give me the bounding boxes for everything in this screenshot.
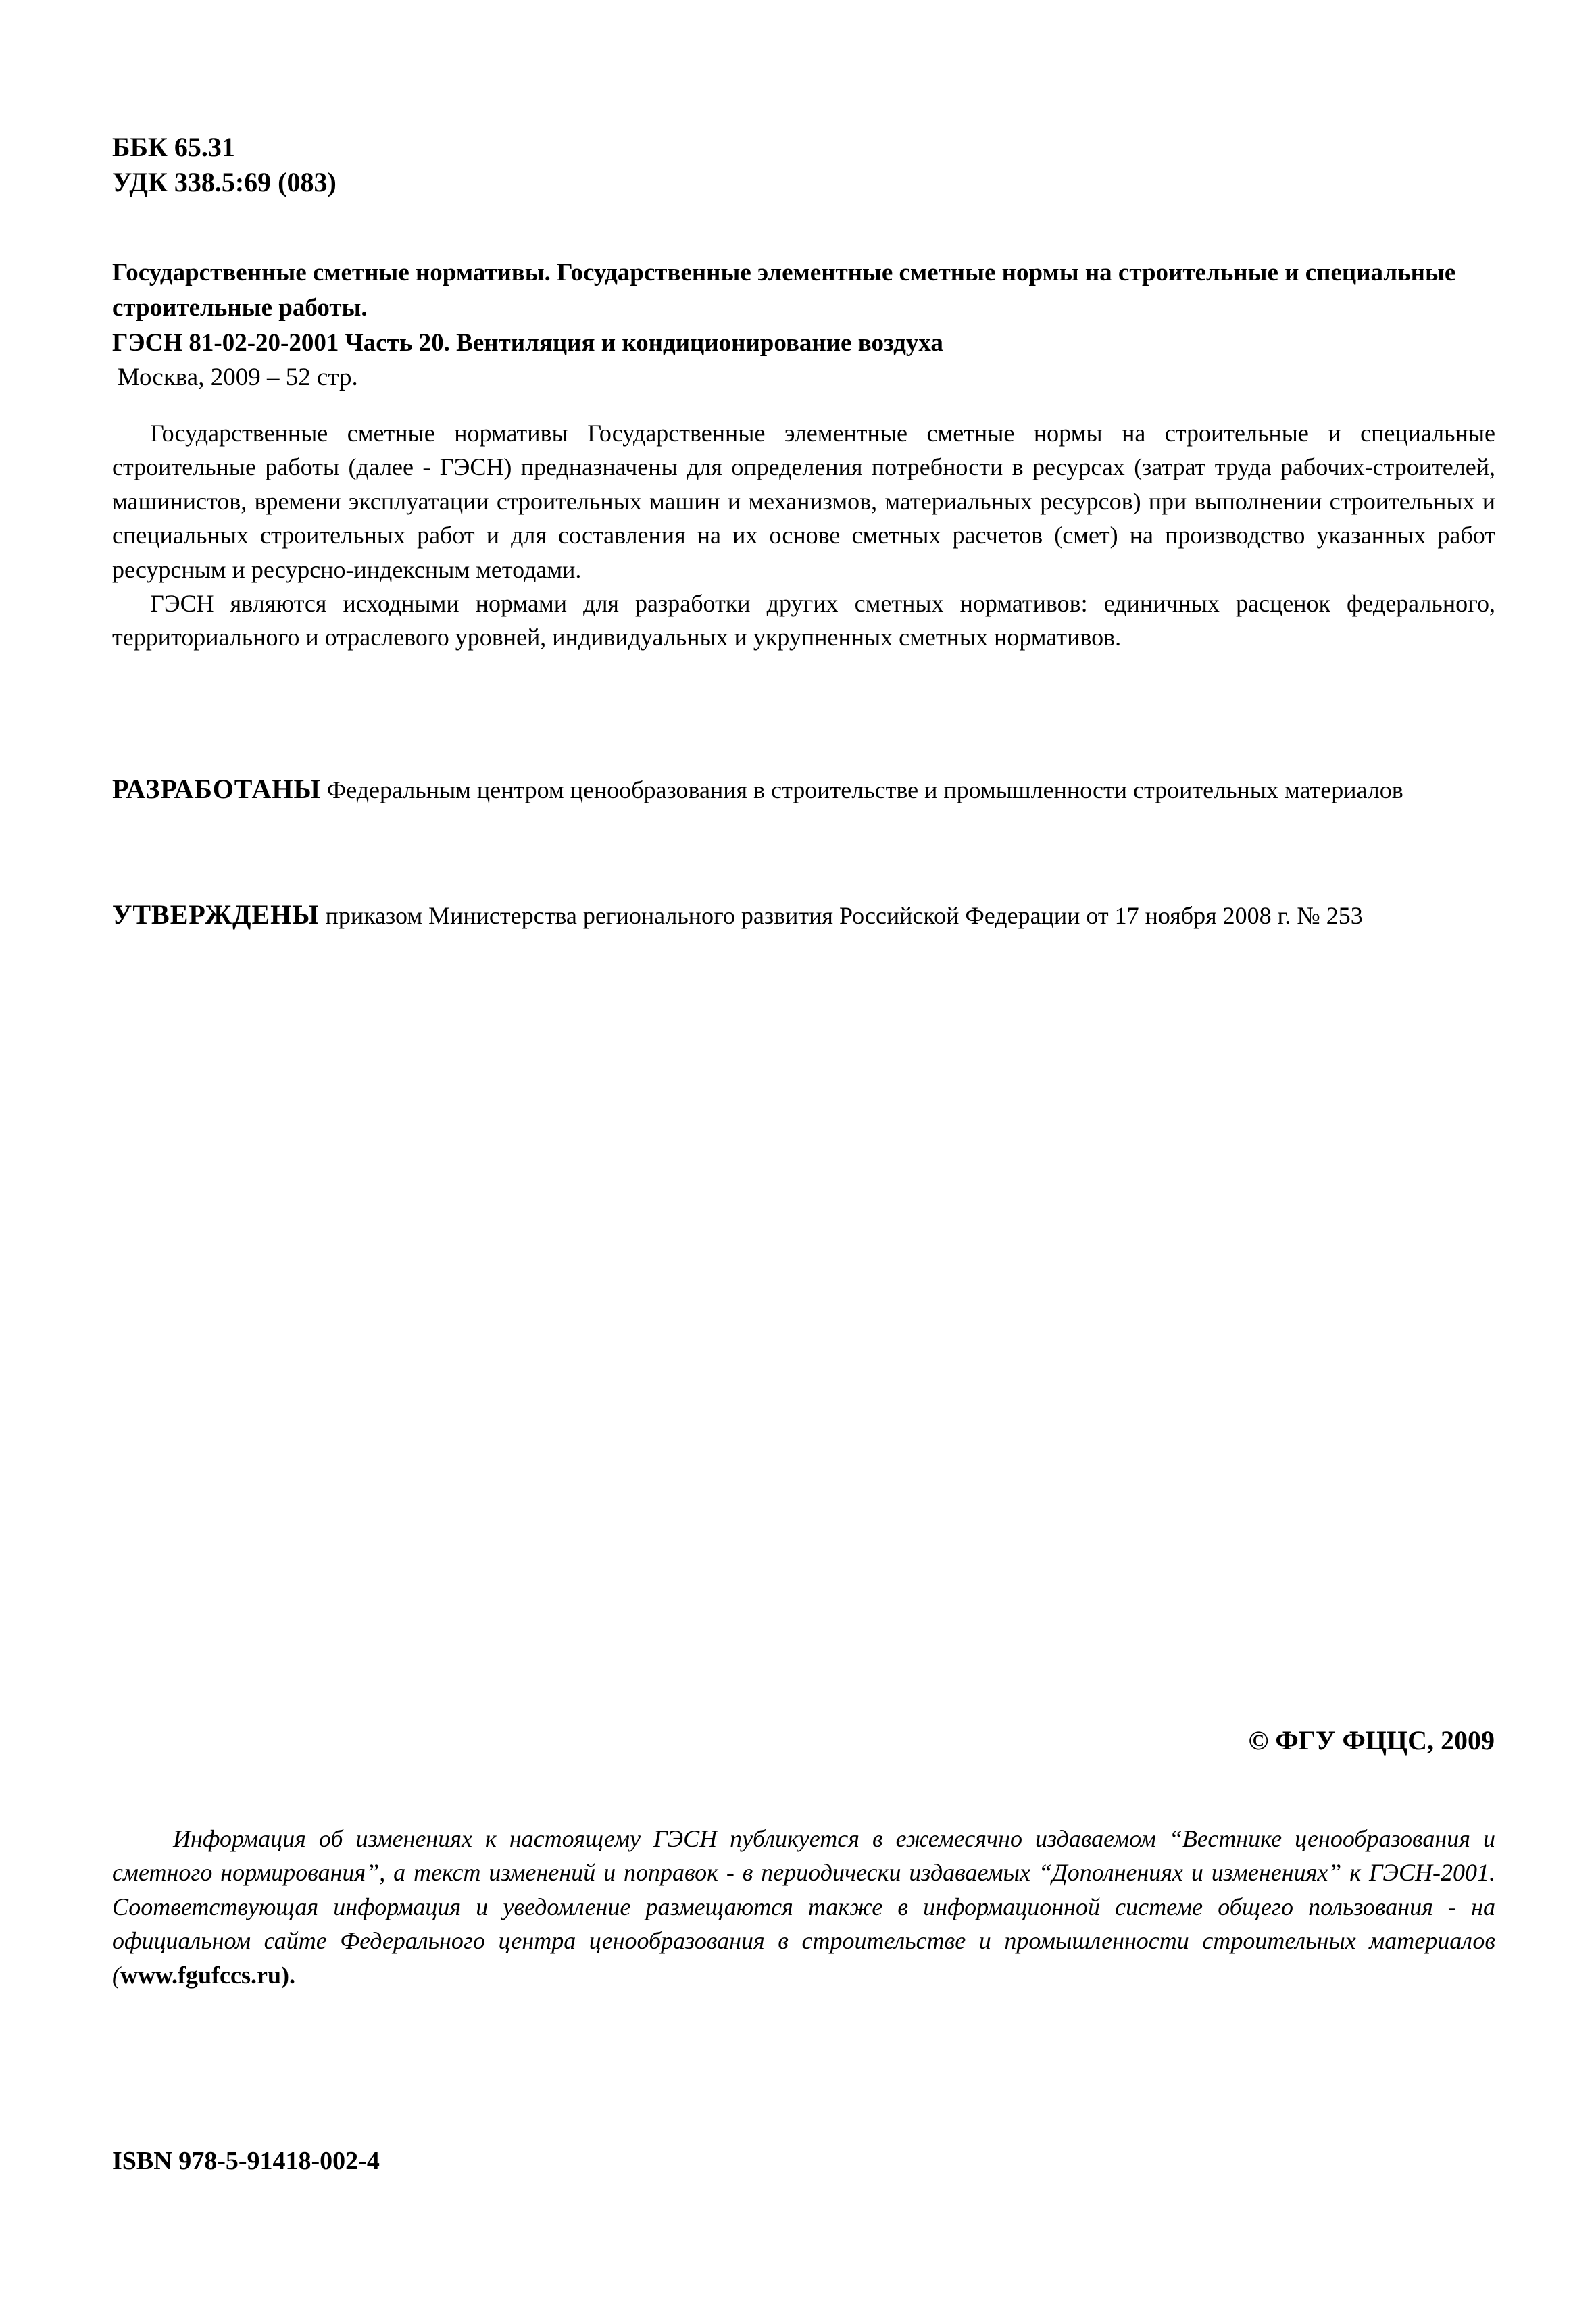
title-imprint: Москва, 2009 – 52 стр. xyxy=(118,364,358,392)
developed-label: РАЗРАБОТАНЫ xyxy=(112,774,321,804)
udk-code: УДК 338.5:69 (083) xyxy=(112,167,336,197)
publication-title xyxy=(112,255,1495,395)
copyright-notice: © ФГУ ФЦЦС, 2009 xyxy=(1248,1725,1495,1756)
developed-by xyxy=(112,770,1495,808)
approved-label: УТВЕРЖДЕНЫ xyxy=(112,899,320,930)
annotation-paragraph-1: Государственные сметные нормативы Государственные элементные сметные нормы на строительные и специальные строительные работы (далее - ГЭСН) предназначены для определения потребности в ресурсах (затрат труда рабочих-строителей, машинистов, времени эксплуатации строительных машин и механизмов, материальных ресурсов) при выполнении строительных и специальных строительных работ и для составления на их основе сметных расчетов (смет) на производство указанных работ ресурсным и ресурсно-индексным методами. xyxy=(112,420,1495,583)
changes-info xyxy=(112,1822,1495,1992)
bbk-code: ББК 65.31 xyxy=(112,132,235,162)
changes-info-tail: ). xyxy=(280,1961,295,1989)
classification-codes xyxy=(112,130,1495,200)
approved-by xyxy=(112,896,1495,934)
changes-info-text: Информация об изменениях к настоящему ГЭСН публикуется в ежемесячно издаваемом “Вестнике ценообразования и сметного нормирования”, а текст изменений и поправок - в периодически издаваемых “Дополнениях и изменениях” к ГЭСН-2001. Соответствующая информация и уведомление размещаются также в информационной системе общего пользования - на официальном сайте Федерального центра ценообразования в строительстве и промышленности строительных материалов ( xyxy=(112,1825,1495,1989)
title-standard: ГЭСН 81-02-20-2001 Часть 20. Вентиляция и кондиционирование воздуха xyxy=(112,328,943,357)
isbn: ISBN 978-5-91418-002-4 xyxy=(112,2147,380,2175)
approved-text: приказом Министерства регионального развития Российской Федерации от 17 ноября 2008 г. № 253 xyxy=(319,902,1363,929)
annotation-paragraph-2: ГЭСН являются исходными нормами для разработки других сметных нормативов: единичных расценок федерального, территориального и отраслевого уровней, индивидуальных и укрупненных сметных нормативов. xyxy=(112,589,1495,651)
annotation xyxy=(112,416,1495,655)
title-main: Государственные сметные нормативы. Государственные элементные сметные нормы на строительные и специальные строительные работы. xyxy=(112,259,1456,322)
developed-text: Федеральным центром ценообразования в строительстве и промышленности строительных материалов xyxy=(320,776,1403,803)
website-link[interactable]: www.fgufccs.ru xyxy=(120,1961,281,1989)
changes-info-paragraph xyxy=(112,1822,1495,1992)
